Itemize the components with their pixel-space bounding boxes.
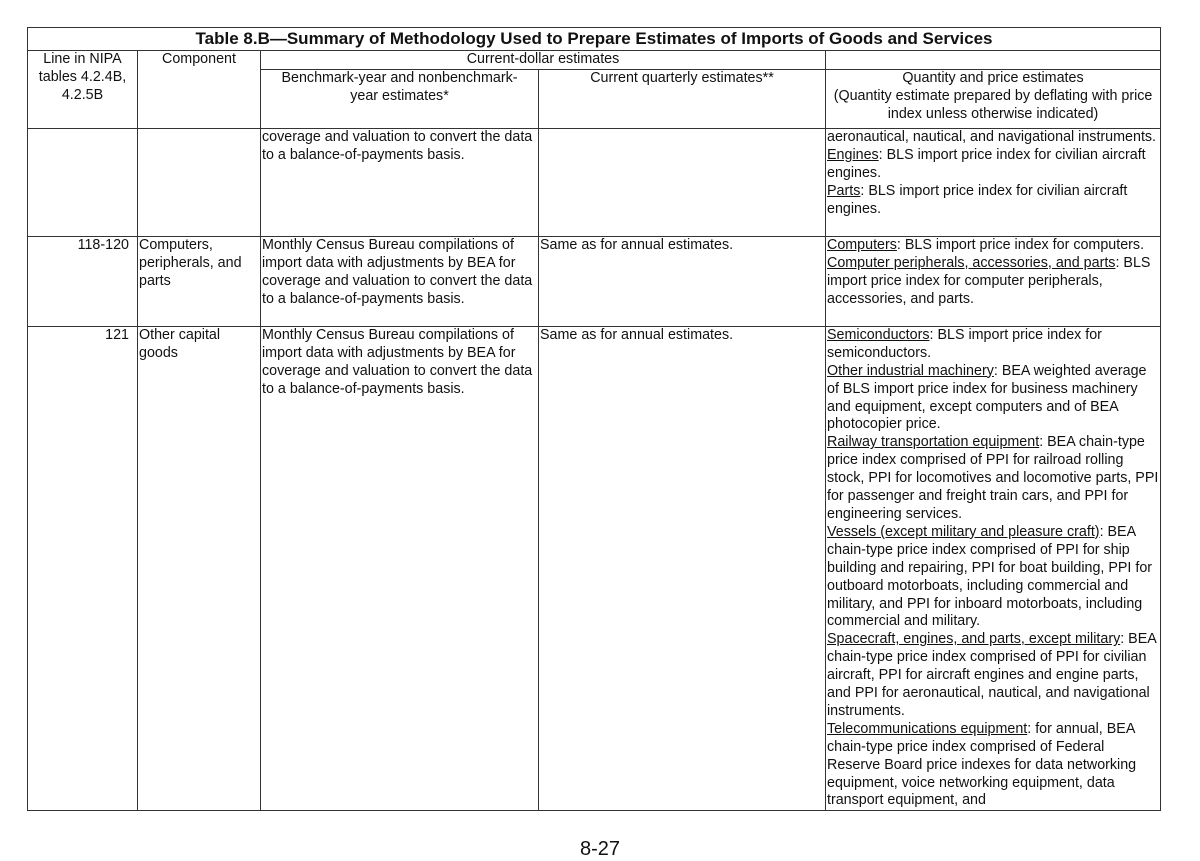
quantity-item-text: : BEA chain-type price index comprised of PPI for railroad rolling stock, PPI for locomotives and locomotive parts, PPI for passenger and freight train cars, and PPI for engineering services.	[827, 434, 1159, 522]
quantity-item	[827, 327, 1159, 363]
cell-quantity	[826, 326, 1161, 810]
quantity-item-text: : BLS import price index for civilian aircraft engines.	[827, 146, 1146, 181]
quantity-item	[827, 237, 1159, 255]
quantity-item-label: Parts	[827, 182, 861, 199]
quantity-item-label: Computer peripherals, accessories, and parts	[827, 254, 1116, 271]
quantity-item-text: : BEA chain-type price index comprised of PPI for ship building and repairing, PPI for boat building, PPI for outboard motorboats, including commercial and military, and PPI for inboard motorboats, including commercial and military.	[827, 523, 1153, 630]
cell-component: Other capital goods	[138, 326, 261, 810]
header-quantity	[826, 69, 1161, 128]
quantity-item-text: : BEA chain-type price index comprised of PPI for civilian aircraft, PPI for aircraft engines and engine parts, and PPI for aeronautical, nautical, and navigational instruments.	[827, 631, 1156, 719]
quantity-item-label: Computers	[827, 236, 897, 253]
cell-quarterly: Same as for annual estimates.	[539, 236, 826, 326]
quantity-item-text: : for annual, BEA chain-type price index comprised of Federal Reserve Board price indexes for data networking equipment, voice networking equipment, data transport equipment, and	[827, 720, 1137, 809]
cell-quarterly: Same as for annual estimates.	[539, 326, 826, 810]
cell-line	[28, 128, 138, 236]
quantity-item-label: Vessels (except military and pleasure craft)	[827, 523, 1100, 540]
table-row	[28, 326, 1161, 810]
page-number: 8-27	[579, 838, 621, 860]
cell-line: 118-120	[28, 236, 138, 326]
quantity-item-text: : BLS import price index for computers.	[896, 236, 1145, 253]
quantity-item	[827, 255, 1159, 309]
quantity-item	[827, 147, 1159, 183]
cell-quantity	[826, 236, 1161, 326]
quantity-lead: aeronautical, nautical, and navigational instruments.	[827, 128, 1157, 145]
header-quantity-note: (Quantity estimate prepared by deflating with price index unless otherwise indicated)	[833, 87, 1153, 122]
header-component: Component	[138, 51, 261, 129]
methodology-table	[27, 27, 1161, 811]
quantity-item	[827, 363, 1159, 435]
quantity-item-label: Other industrial machinery	[827, 362, 994, 379]
quantity-item-label: Engines	[827, 146, 879, 163]
table-row	[28, 128, 1161, 236]
quantity-item-text: : BLS import price index for semiconductors.	[827, 326, 1102, 361]
header-line: Line in NIPA tables 4.2.4B, 4.2.5B	[28, 51, 138, 129]
header-blank	[826, 51, 1161, 70]
header-benchmark: Benchmark-year and nonbenchmark-year estimates*	[261, 69, 539, 128]
quantity-item-text: : BLS import price index for civilian aircraft engines.	[827, 182, 1128, 217]
cell-benchmark: Monthly Census Bureau compilations of import data with adjustments by BEA for coverage and valuation to convert the data to a balance-of-payments basis.	[261, 236, 539, 326]
cell-quarterly	[539, 128, 826, 236]
quantity-item	[827, 631, 1159, 721]
quantity-item	[827, 434, 1159, 524]
cell-line: 121	[28, 326, 138, 810]
cell-component	[138, 128, 261, 236]
quantity-item	[827, 721, 1159, 811]
quantity-item-text: : BEA weighted average of BLS import price index for business machinery and equipment, except computers and of BEA photocopier price.	[827, 362, 1147, 433]
header-quantity-title: Quantity and price estimates	[902, 69, 1084, 86]
cell-quantity	[826, 128, 1161, 236]
cell-benchmark: coverage and valuation to convert the data to a balance-of-payments basis.	[261, 128, 539, 236]
quantity-item-label: Telecommunications equipment	[827, 720, 1028, 737]
cell-benchmark: Monthly Census Bureau compilations of import data with adjustments by BEA for coverage and valuation to convert the data to a balance-of-payments basis.	[261, 326, 539, 810]
quantity-item	[827, 183, 1159, 219]
table-title: Table 8.B—Summary of Methodology Used to Prepare Estimates of Imports of Goods and Services	[28, 28, 1161, 51]
quantity-item	[827, 524, 1159, 631]
header-current-dollar: Current-dollar estimates	[261, 51, 826, 70]
quantity-item-label: Semiconductors	[827, 326, 930, 343]
table-row	[28, 236, 1161, 326]
cell-component: Computers, peripherals, and parts	[138, 236, 261, 326]
quantity-item-text: : BLS import price index for computer peripherals, accessories, and parts.	[827, 254, 1151, 307]
quantity-item-label: Railway transportation equipment	[827, 434, 1040, 451]
header-quarterly: Current quarterly estimates**	[539, 69, 826, 128]
quantity-item-label: Spacecraft, engines, and parts, except military	[827, 631, 1121, 648]
